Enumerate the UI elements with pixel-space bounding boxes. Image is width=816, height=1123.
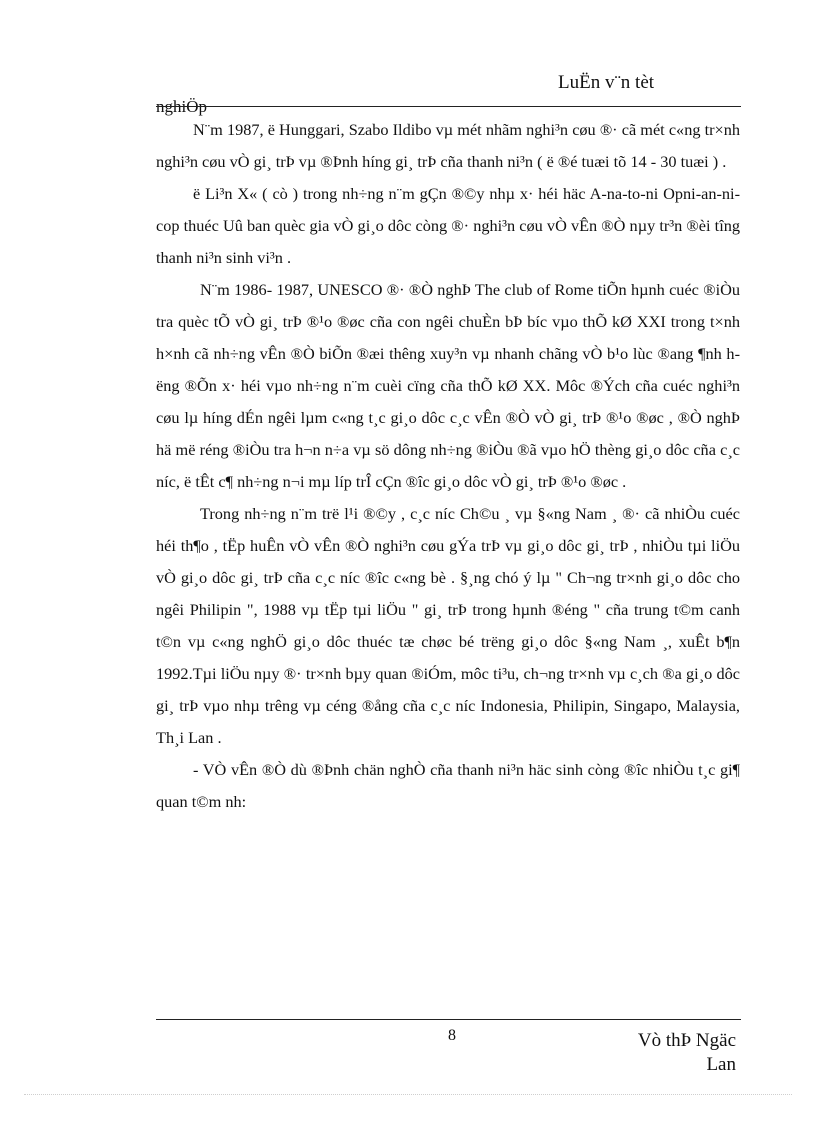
header-rule [156,106,741,107]
body-text [156,114,740,818]
paragraph: Trong nh÷ng n¨m trë l¹i ®©y , c¸c níc Ch©u ¸ vµ §«ng Nam ¸ ®· cã nhiÒu cuéc héi th¶o , tËp huÊn vÒ vÊn ®Ò nghi³n cøu gÝa trÞ vµ gi¸o dôc gi¸ trÞ , nhiÒu tµi liÖu vÒ gi¸o dôc gi¸ trÞ cña c¸c níc ®îc c«ng bè . §¸ng chó ý lµ " Ch¬ng tr×nh gi¸o dôc cho ngêi Philipin ", 1988 vµ tËp tµi liÖu " gi¸ trÞ trong hµnh ®éng " cña trung t©m canh t©n vµ c«ng nghÖ gi¸o dôc thuéc tæ chøc bé trëng gi¸o dôc §«ng Nam ¸, xuÊt b¶n 1992.Tµi liÖu nµy ®· tr×nh bµy quan ®iÓm, môc ti³u, ch¬ng tr×nh vµ c¸ch ®a gi¸o dôc gi¸ trÞ vµo nhµ trêng vµ céng ®ång cña c¸c níc Indonesia, Philipin, Singapo, Malaysia, Th¸i Lan . [156,504,740,747]
header-title: LuËn v¨n tèt [558,72,655,93]
paragraph: N¨m 1986- 1987, UNESCO ®· ®Ò nghÞ The club of Rome tiÕn hµnh cuéc ®iÒu tra quèc tÕ vÒ gi¸ trÞ ®¹o ®øc cña con ngêi chuÈn bÞ bíc vµo thÕ kØ XXI trong t×nh h×nh cã nh÷ng vÊn ®Ò biÕn ®æi thêng xuy³n vµ nhanh chãng vÒ b¹o lùc ®ang ¶nh hëng ®Õn x· héi vµo nh÷ng n¨m cuèi cïng cña thÕ kØ XX. Môc ®Ých cña cuéc nghi³n cøu lµ híng dÉn ngêi lµm c«ng t¸c gi¸o dôc c¸c vÊn ®Ò vÒ gi¸ trÞ ®¹o ®øc , ®Ò nghÞ hä më réng ®iÒu tra h¬n n÷a vµ sö dông nh÷ng ®iÒu ®ã vµo hÖ thèng gi¸o dôc cña c¸c níc, ë tÊt c¶ nh÷ng n¬i mµ líp trÎ cÇn ®îc gi¸o dôc vÒ gi¸ trÞ ®¹o ®øc . [156,280,740,491]
paragraph: ë Li³n X« ( cò ) trong nh÷ng n¨m gÇn ®©y nhµ x· héi häc A-na-to-ni Opni-an-ni-cop thuéc Uû ban quèc gia vÒ gi¸o dôc còng ®· nghi³n cøu vÒ vÊn ®Ò nµy tr³n ®èi tîng thanh ni³n sinh vi³n . [156,184,740,267]
footer-author-line1: Vò thÞ Ngäc [637,1030,736,1051]
footer-author [612,1029,736,1077]
header-title-continued: nghiÖp [156,97,207,116]
footer-rule [156,1019,741,1020]
page-number: 8 [448,1027,456,1044]
paragraph: - VÒ vÊn ®Ò dù ®Þnh chän nghÒ cña thanh ni³n häc sinh còng ®îc nhiÒu t¸c gi¶ quan t©m nh: [156,760,740,811]
page-bottom-guide [24,1094,792,1095]
paragraph: N¨m 1987, ë Hunggari, Szabo Ildibo vµ mét nhãm nghi³n cøu ®· cã mét c«ng tr×nh nghi³n cøu vÒ gi¸ trÞ vµ ®Þnh híng gi¸ trÞ cña thanh ni³n ( ë ®é tuæi tõ 14 - 30 tuæi ) . [156,120,740,171]
footer-author-line2: Lan [706,1054,736,1075]
